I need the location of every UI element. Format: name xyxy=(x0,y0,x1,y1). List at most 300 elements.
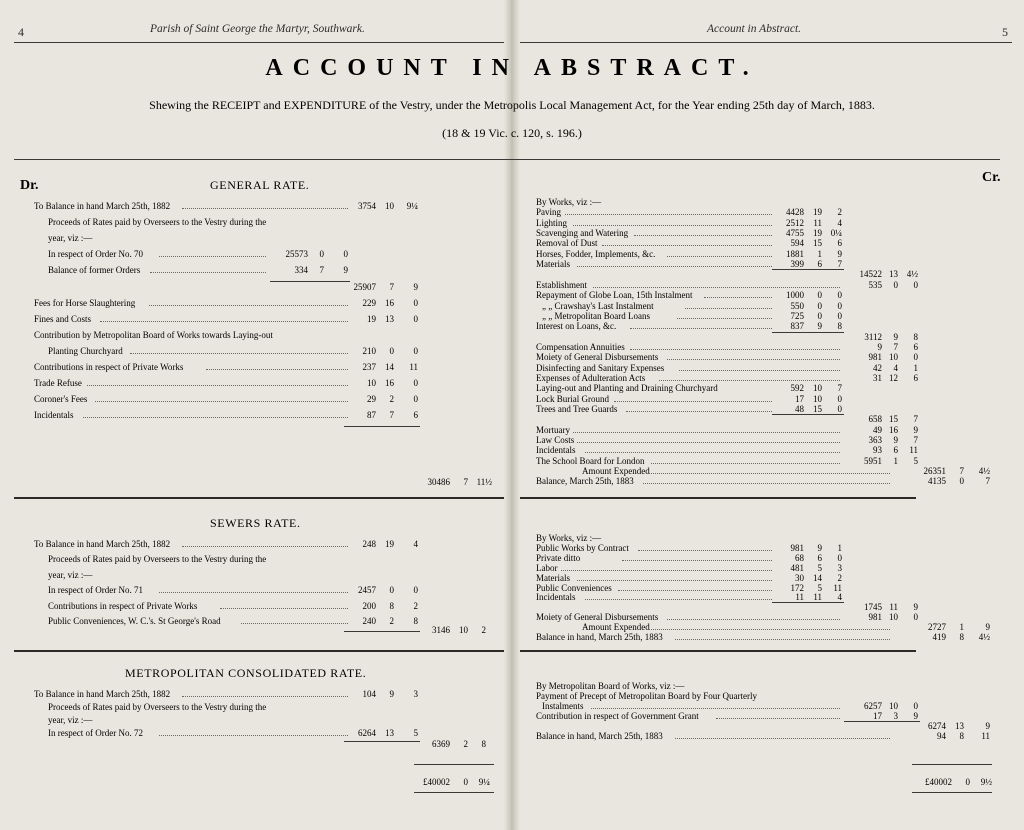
amount-pence: 0 xyxy=(413,378,418,389)
amount-pounds: 49 xyxy=(873,424,882,435)
sewers-rate-total xyxy=(0,624,512,636)
leader-dots xyxy=(150,264,266,273)
general-rate-receipt-row xyxy=(0,361,512,373)
amount-shillings: 19 xyxy=(385,539,394,549)
row-label: Materials xyxy=(536,572,570,583)
sewers-rate-receipt-row xyxy=(0,569,512,581)
amount-pence: 1 xyxy=(837,542,842,553)
amount-pence: 0 xyxy=(413,585,418,596)
amount-pence: 9 xyxy=(343,265,348,276)
amount-pounds: 26351 xyxy=(923,466,946,477)
amount-pounds: 14522 xyxy=(859,269,882,280)
metropolitan-rate-receipt-row xyxy=(0,714,512,726)
row-label: Trees and Tree Guards xyxy=(536,404,618,414)
amount-shillings: 13 xyxy=(889,269,898,280)
amount-pounds: 4755 xyxy=(786,228,804,239)
amount-shillings: 14 xyxy=(385,362,394,372)
amount-pounds: 87 xyxy=(367,410,376,421)
amount-pounds: 94 xyxy=(937,731,946,741)
amount-pounds: 17 xyxy=(795,393,804,404)
amount-pence: 0 xyxy=(913,701,918,711)
leader-dots xyxy=(675,730,890,739)
row-label: To Balance in hand March 25th, 1882 xyxy=(34,539,171,549)
amount-shillings: 15 xyxy=(813,238,822,249)
amount-pence: 0 xyxy=(343,249,348,260)
amount-shillings: 10 xyxy=(813,393,822,404)
amount-shillings: 8 xyxy=(389,600,394,611)
amount-shillings: 19 xyxy=(813,228,822,239)
metropolitan-rate-heading: METROPOLITAN CONSOLIDATED RATE. xyxy=(125,666,367,680)
amount-pence: 0 xyxy=(413,394,418,405)
row-label: Contributions in respect of Private Works xyxy=(48,600,198,611)
grand-total-underline-right xyxy=(912,792,992,793)
amount-shillings: 2 xyxy=(389,394,394,405)
amount-pence: 4 xyxy=(837,217,842,228)
leader-dots xyxy=(679,362,840,371)
leader-dots xyxy=(220,600,348,609)
amount-shillings: 14 xyxy=(813,572,822,583)
row-label: year, viz :— xyxy=(48,569,93,580)
header-rule-right xyxy=(520,42,1012,43)
total-pence: 11½ xyxy=(476,477,492,487)
amount-pence: 9 xyxy=(413,281,418,292)
amount-shillings: 16 xyxy=(385,378,394,389)
leader-dots xyxy=(561,562,773,571)
total-shillings: 2 xyxy=(463,739,468,749)
leader-dots xyxy=(622,552,772,561)
amount-shillings: 4 xyxy=(893,362,898,373)
debit-label: Dr. xyxy=(20,178,39,193)
amount-shillings: 3 xyxy=(893,711,898,721)
row-label: Incidentals xyxy=(536,592,576,603)
amount-pounds: 30 xyxy=(795,572,804,583)
amount-pounds: 210 xyxy=(362,345,376,356)
amount-shillings: 6 xyxy=(817,259,822,270)
row-label: Balance, March 25th, 1883 xyxy=(536,476,634,487)
general-rate-receipt-row xyxy=(0,200,512,212)
amount-pounds: 2727 xyxy=(928,622,946,633)
row-label: Public Conveniences, W. C.'s. St George's Road xyxy=(48,616,221,626)
row-label: Instalments xyxy=(542,701,584,711)
amount-pounds: 172 xyxy=(790,582,804,593)
amount-pounds: 11 xyxy=(795,592,804,603)
amount-shillings: 8 xyxy=(959,731,964,741)
leader-dots xyxy=(130,345,348,354)
row-label: Amount Expended xyxy=(582,622,650,633)
amount-pence: 5 xyxy=(413,728,418,738)
amount-pence: 0 xyxy=(837,552,842,563)
row-label: Public Conveniences xyxy=(536,582,612,593)
amount-pence: 6 xyxy=(413,410,418,421)
amount-pence: 7 xyxy=(913,435,918,446)
row-label: To Balance in hand March 25th, 1882 xyxy=(34,201,171,211)
amount-pence: 7 xyxy=(913,414,918,425)
leader-dots xyxy=(651,455,840,464)
row-label: Balance in hand, March 25th, 1883 xyxy=(536,632,663,642)
sewers-rate-end-rule-left xyxy=(14,650,504,652)
leader-dots xyxy=(659,372,840,381)
amount-shillings: 0 xyxy=(817,300,822,311)
row-label: Proceeds of Rates paid by Overseers to the Vestry during the xyxy=(48,217,267,228)
document-subtitle: Shewing the RECEIPT and EXPENDITURE of the Vestry, under the Metropolis Local Management Act, for the Year ending 25th day of March, 1883. xyxy=(149,98,875,112)
leader-dots xyxy=(618,582,772,591)
row-label: By Works, viz :— xyxy=(536,533,602,543)
page-number-left: 4 xyxy=(18,25,24,39)
row-label: Proceeds of Rates paid by Overseers to the Vestry during the xyxy=(48,702,267,712)
amount-shillings: 0 xyxy=(389,585,394,596)
leader-dots xyxy=(159,248,266,257)
amount-pounds: 3112 xyxy=(864,331,882,342)
amount-pounds: 981 xyxy=(868,352,882,363)
leader-dots xyxy=(593,279,840,288)
amount-pence: 4½ xyxy=(978,466,990,477)
sewers-rate-receipt-row xyxy=(0,553,512,565)
leader-dots xyxy=(677,310,772,319)
row-label: Mortuary xyxy=(536,424,570,435)
grand-total-pence: 9¼ xyxy=(478,777,490,787)
leader-dots xyxy=(648,465,891,474)
amount-shillings: 9 xyxy=(817,542,822,553)
amount-shillings: 9 xyxy=(893,435,898,446)
row-label: year, viz :— xyxy=(48,233,93,244)
amount-pounds: 4135 xyxy=(928,476,946,487)
amount-shillings: 6 xyxy=(817,552,822,563)
amount-pence: 0 xyxy=(837,404,842,414)
sewers-rate-payment-row xyxy=(512,631,1024,643)
amount-pence: 0 xyxy=(837,310,842,321)
grand-total-rule-right xyxy=(912,764,992,765)
amount-pounds: 1000 xyxy=(786,290,804,301)
credit-label: Cr. xyxy=(982,170,1001,185)
leader-dots xyxy=(159,584,348,593)
amount-shillings: 15 xyxy=(813,404,822,414)
amount-pence: 4 xyxy=(413,539,418,549)
leader-dots xyxy=(591,700,840,709)
row-label: year, viz :— xyxy=(48,715,93,725)
metropolitan-rate-total xyxy=(0,738,512,750)
amount-shillings: 9 xyxy=(893,331,898,342)
row-label: Establishment xyxy=(536,279,587,290)
amount-pence: 0 xyxy=(913,279,918,290)
amount-pence: 9 xyxy=(913,602,918,613)
amount-shillings: 13 xyxy=(385,728,394,738)
amount-pounds: 334 xyxy=(294,265,308,276)
amount-pounds: 200 xyxy=(362,600,376,611)
leader-dots xyxy=(614,393,772,402)
metropolitan-rate-payment-row xyxy=(512,730,1024,742)
general-rate-receipt-row xyxy=(0,345,512,357)
amount-pence: 2 xyxy=(413,600,418,611)
grand-total-right xyxy=(512,776,1024,788)
amount-shillings: 13 xyxy=(385,313,394,324)
row-label: In respect of Order No. 72 xyxy=(48,728,143,738)
amount-pence: 0 xyxy=(913,612,918,623)
row-label: The School Board for London xyxy=(536,455,645,466)
total-pounds: 3146 xyxy=(432,625,450,635)
amount-shillings: 2 xyxy=(389,616,394,626)
row-label: Trade Refuse xyxy=(34,378,82,389)
amount-shillings: 7 xyxy=(389,281,394,292)
amount-pounds: 48 xyxy=(795,404,804,414)
row-label: Materials xyxy=(536,259,570,270)
amount-pounds: 248 xyxy=(362,539,376,549)
leader-dots xyxy=(87,377,348,386)
row-label: Coroner's Fees xyxy=(34,394,88,405)
amount-shillings: 13 xyxy=(955,721,964,731)
general-rate-end-rule-left xyxy=(14,497,504,499)
general-rate-receipt-row xyxy=(0,297,512,309)
grand-total-pence: 9½ xyxy=(980,777,992,787)
header-rule-left xyxy=(14,42,504,43)
amount-pounds: 25907 xyxy=(353,281,376,292)
amount-shillings: 19 xyxy=(813,207,822,218)
amount-pounds: 25573 xyxy=(285,249,308,260)
amount-shillings: 0 xyxy=(817,290,822,301)
leader-dots xyxy=(626,403,772,412)
general-rate-total xyxy=(0,476,512,488)
amount-shillings: 7 xyxy=(319,265,324,276)
leader-dots xyxy=(585,444,840,453)
amount-pounds: 237 xyxy=(362,362,376,372)
grand-total-pounds: £40002 xyxy=(925,777,952,787)
amount-pounds: 42 xyxy=(873,362,882,373)
amount-pounds: 9 xyxy=(877,341,882,352)
amount-pence: 9 xyxy=(913,711,918,721)
amount-pounds: 2457 xyxy=(358,585,376,596)
amount-pence: 0 xyxy=(413,297,418,308)
amount-pounds: 93 xyxy=(873,445,882,456)
row-label: „ „ Metropolitan Board Loans xyxy=(542,310,650,321)
row-label: Compensation Annuities xyxy=(536,341,625,352)
row-label: Private ditto xyxy=(536,552,581,563)
amount-shillings: 8 xyxy=(959,632,964,642)
leader-dots xyxy=(182,538,349,547)
metropolitan-rate-receipt-row xyxy=(0,701,512,713)
total-pounds: 6369 xyxy=(432,739,450,749)
leader-dots xyxy=(182,200,349,209)
row-label: Repayment of Globe Loan, 15th Instalment xyxy=(536,290,693,301)
amount-pounds: 981 xyxy=(790,542,804,553)
row-label: Planting Churchyard xyxy=(48,345,123,356)
amount-shillings: 12 xyxy=(889,372,898,383)
amount-pounds: 592 xyxy=(790,383,804,394)
amount-shillings: 15 xyxy=(889,414,898,425)
amount-shillings: 9 xyxy=(389,689,394,699)
row-label: Laying-out and Planting and Draining Churchyard xyxy=(536,383,718,394)
statute-citation: (18 & 19 Vic. c. 120, s. 196.) xyxy=(442,126,582,140)
amount-pence: 0 xyxy=(837,290,842,301)
amount-pounds: 6264 xyxy=(358,728,376,738)
title-rule xyxy=(14,159,1000,160)
row-label: In respect of Order No. 70 xyxy=(48,249,143,260)
amount-pence: 6 xyxy=(913,372,918,383)
leader-dots xyxy=(573,424,840,433)
amount-shillings: 0 xyxy=(389,345,394,356)
amount-shillings: 10 xyxy=(889,612,898,623)
amount-pounds: 4428 xyxy=(786,207,804,218)
amount-shillings: 1 xyxy=(893,455,898,466)
amount-pence: 4½ xyxy=(906,269,918,280)
amount-pounds: 240 xyxy=(362,616,376,626)
amount-pence: 4½ xyxy=(978,632,990,642)
leader-dots xyxy=(100,313,349,322)
amount-shillings: 0 xyxy=(817,310,822,321)
leader-dots xyxy=(585,591,772,600)
row-label: Labor xyxy=(536,562,558,573)
leader-dots xyxy=(648,621,891,630)
page-number-right: 5 xyxy=(1002,25,1008,39)
amount-pounds: 6274 xyxy=(928,721,946,731)
amount-pence: 7 xyxy=(837,259,842,270)
grand-total-rule-left xyxy=(414,764,494,765)
grand-total-shillings: 0 xyxy=(965,777,970,787)
amount-shillings: 9 xyxy=(817,321,822,332)
leader-dots xyxy=(95,393,348,402)
leader-dots xyxy=(565,206,772,215)
amount-shillings: 16 xyxy=(385,297,394,308)
amount-shillings: 10 xyxy=(889,352,898,363)
amount-shillings: 7 xyxy=(893,341,898,352)
running-head-right: Account in Abstract. xyxy=(707,23,802,35)
amount-pence: 11 xyxy=(409,362,418,372)
leader-dots xyxy=(602,237,773,246)
amount-pence: 8 xyxy=(837,321,842,332)
amount-pence: 2 xyxy=(837,572,842,583)
row-label: Proceeds of Rates paid by Overseers to the Vestry during the xyxy=(48,554,267,565)
leader-dots xyxy=(638,542,772,551)
sewers-rate-heading: SEWERS RATE. xyxy=(210,516,301,530)
row-label: Disinfecting and Sanitary Expenses xyxy=(536,362,665,373)
leader-dots xyxy=(685,300,772,309)
amount-pence: 7 xyxy=(985,476,990,487)
row-label: Payment of Precept of Metropolitan Board by Four Quarterly xyxy=(536,691,757,701)
amount-pence: 11 xyxy=(833,582,842,593)
grand-total-left xyxy=(0,776,512,788)
leader-dots xyxy=(149,297,348,306)
leader-dots xyxy=(634,227,772,236)
sewers-rate-receipt-row xyxy=(0,584,512,596)
amount-shillings: 11 xyxy=(813,592,822,603)
amount-pounds: 10 xyxy=(367,378,376,389)
amount-pounds: 6257 xyxy=(864,701,882,711)
leader-dots xyxy=(83,409,348,418)
amount-pounds: 535 xyxy=(868,279,882,290)
sewers-rate-receipt-row xyxy=(0,600,512,612)
amount-pounds: 1881 xyxy=(786,248,804,259)
amount-pence: 2 xyxy=(837,207,842,218)
row-label: Balance in hand, March 25th, 1883 xyxy=(536,731,663,741)
row-label: By Works, viz :— xyxy=(536,197,602,207)
leader-dots xyxy=(667,351,840,360)
leader-dots xyxy=(675,631,890,640)
row-label: Moiety of General Disbursements xyxy=(536,352,659,363)
general-rate-receipt-row xyxy=(0,393,512,405)
amount-pounds: 550 xyxy=(790,300,804,311)
amount-pence: 3 xyxy=(837,562,842,573)
running-head-left: Parish of Saint George the Martyr, Southwark. xyxy=(150,23,365,35)
amount-pounds: 419 xyxy=(932,632,946,642)
total-shillings: 7 xyxy=(463,477,468,487)
document-title: ACCOUNT IN ABSTRACT. xyxy=(265,55,759,81)
amount-pence: 0¼ xyxy=(830,228,842,239)
amount-pounds: 725 xyxy=(790,310,804,321)
row-label: Lighting xyxy=(536,217,567,228)
leader-dots xyxy=(577,434,840,443)
subtotal-rule xyxy=(344,426,420,427)
grand-total-pounds: £40002 xyxy=(423,777,450,787)
leader-dots xyxy=(577,572,772,581)
row-label: „ „ Crawshay's Last Instalment xyxy=(542,300,654,311)
amount-shillings: 10 xyxy=(385,201,394,211)
amount-shillings: 6 xyxy=(893,445,898,456)
leader-dots xyxy=(630,341,840,350)
amount-pence: 0 xyxy=(413,345,418,356)
amount-pounds: 981 xyxy=(868,612,882,623)
amount-pence: 0 xyxy=(837,300,842,311)
amount-pence: 0 xyxy=(413,313,418,324)
amount-shillings: 10 xyxy=(813,383,822,394)
total-pence: 8 xyxy=(481,739,486,749)
general-rate-heading: GENERAL RATE. xyxy=(210,178,310,192)
general-rate-receipt-row xyxy=(0,313,512,325)
amount-pounds: 68 xyxy=(795,552,804,563)
amount-pounds: 229 xyxy=(362,297,376,308)
amount-pence: 5 xyxy=(913,455,918,466)
amount-pence: 9 xyxy=(913,424,918,435)
row-label: Contribution in respect of Government Grant xyxy=(536,711,699,721)
grand-total-underline-left xyxy=(414,792,494,793)
leader-dots xyxy=(182,688,349,697)
leader-dots xyxy=(206,361,348,370)
row-label: Paving xyxy=(536,207,562,218)
amount-pence: 0 xyxy=(913,352,918,363)
amount-pence: 11 xyxy=(909,445,918,456)
sewers-rate-receipt-row xyxy=(0,538,512,550)
amount-pounds: 104 xyxy=(362,689,376,699)
amount-pence: 6 xyxy=(913,341,918,352)
amount-pence: 7 xyxy=(837,383,842,394)
amount-pence: 4 xyxy=(837,592,842,603)
amount-shillings: 11 xyxy=(813,217,822,228)
amount-pence: 8 xyxy=(913,331,918,342)
row-label: Lock Burial Ground xyxy=(536,393,609,404)
amount-shillings: 16 xyxy=(889,424,898,435)
leader-dots xyxy=(573,217,772,226)
row-label: Incidentals xyxy=(34,410,74,421)
amount-pounds: 5951 xyxy=(864,455,882,466)
total-pence: 2 xyxy=(481,625,486,635)
general-rate-receipt-row xyxy=(0,264,512,276)
amount-pounds: 481 xyxy=(790,562,804,573)
general-rate-receipt-row xyxy=(0,409,512,421)
amount-pence: 9 xyxy=(985,721,990,731)
row-label: Contribution by Metropolitan Board of Works towards Laying-out xyxy=(34,329,273,340)
amount-shillings: 11 xyxy=(889,602,898,613)
general-rate-receipt-row xyxy=(0,329,512,341)
amount-pounds: 837 xyxy=(790,321,804,332)
general-rate-receipt-row xyxy=(0,232,512,244)
general-rate-receipt-row xyxy=(0,281,512,293)
amount-pence: 0 xyxy=(837,393,842,404)
row-label: Amount Expended xyxy=(582,466,650,477)
amount-pence: 9 xyxy=(837,248,842,259)
total-pounds: 30486 xyxy=(427,477,450,487)
leader-dots xyxy=(667,611,840,620)
amount-shillings: 0 xyxy=(319,249,324,260)
row-label: Balance of former Orders xyxy=(48,265,141,276)
leader-dots xyxy=(667,248,772,257)
general-rate-receipt-row xyxy=(0,216,512,228)
